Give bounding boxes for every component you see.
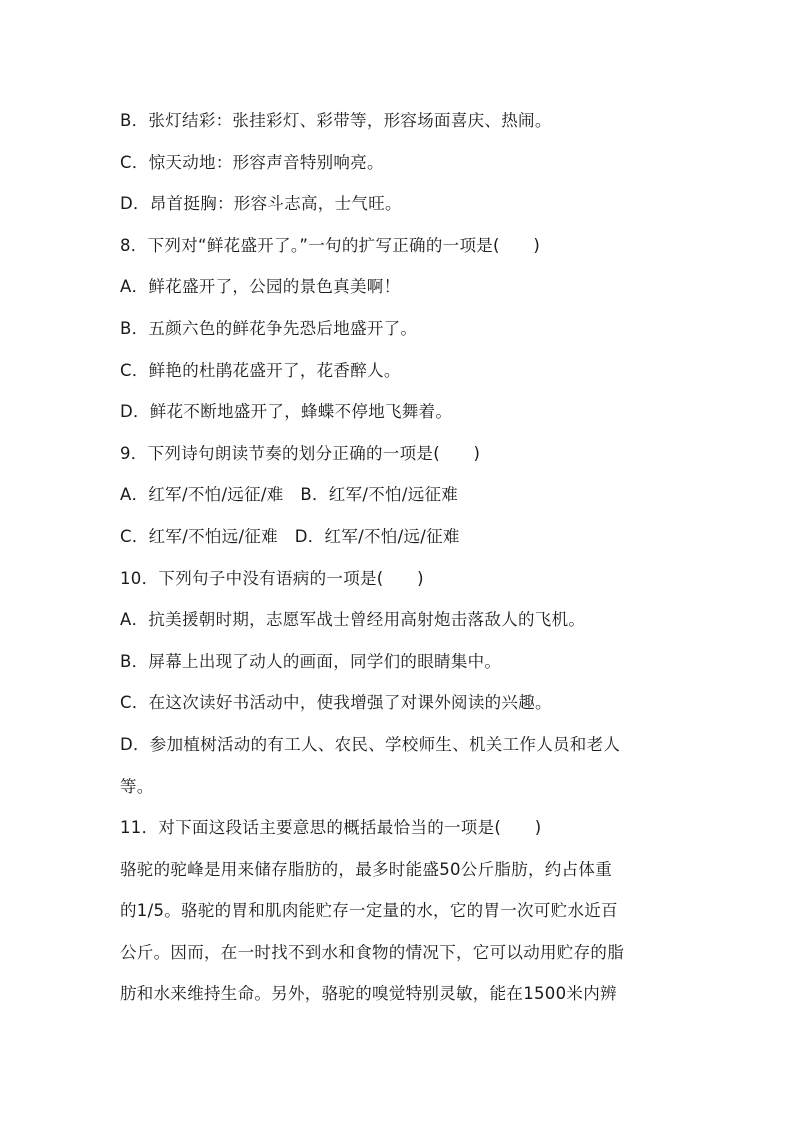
question-8: 8．下列对“鲜花盛开了。”一句的扩写正确的一项是( ) — [120, 235, 541, 255]
option-7c: C．惊天动地：形容声音特别响亮。 — [120, 152, 384, 172]
option-8a: A．鲜花盛开了，公园的景色真美啊！ — [120, 277, 401, 297]
option-8b: B．五颜六色的鲜花争先恐后地盛开了。 — [120, 318, 418, 338]
options-9ab: A．红军/不怕/远征/难 B．红军/不怕/远征难 — [120, 485, 459, 505]
passage-line-4: 肪和水来维持生命。另外，骆驼的嗅觉特别灵敏，能在1500米内辨 — [120, 984, 617, 1004]
option-10a: A．抗美援朝时期，志愿军战士曾经用高射炮击落敌人的飞机。 — [120, 610, 586, 630]
question-11: 11．对下面这段话主要意思的概括最恰当的一项是( ) — [120, 818, 542, 838]
question-9: 9．下列诗句朗读节奏的划分正确的一项是( ) — [120, 443, 481, 463]
question-10: 10．下列句子中没有语病的一项是( ) — [120, 568, 424, 588]
option-10c: C．在这次读好书活动中，使我增强了对课外阅读的兴趣。 — [120, 693, 552, 713]
option-7d: D．昂首挺胸：形容斗志高，士气旺。 — [120, 194, 402, 214]
passage-line-2: 的1/5。骆驼的胃和肌肉能贮存一定量的水，它的胃一次可贮水近百 — [120, 901, 618, 921]
passage-line-3: 公斤。因而，在一时找不到水和食物的情况下，它可以动用贮存的脂 — [120, 942, 624, 962]
option-7b: B．张灯结彩：张挂彩灯、彩带等，形容场面喜庆、热闹。 — [120, 111, 552, 130]
passage-line-1: 骆驼的驼峰是用来储存脂肪的，最多时能盛50公斤脂肪，约占体重 — [120, 859, 612, 879]
option-10b: B．屏幕上出现了动人的画面，同学们的眼睛集中。 — [120, 651, 502, 671]
option-10d: D．参加植树活动的有工人、农民、学校师生、机关工作人员和老人 — [120, 734, 621, 754]
option-10d-continued: 等。 — [120, 776, 154, 796]
option-8d: D．鲜花不断地盛开了，蜂蝶不停地飞舞着。 — [120, 402, 453, 422]
option-8c: C．鲜艳的杜鹃花盛开了，花香醉人。 — [120, 360, 401, 380]
options-9cd: C．红军/不怕远/征难 D．红军/不怕/远/征难 — [120, 526, 460, 546]
document-page — [120, 100, 680, 1015]
